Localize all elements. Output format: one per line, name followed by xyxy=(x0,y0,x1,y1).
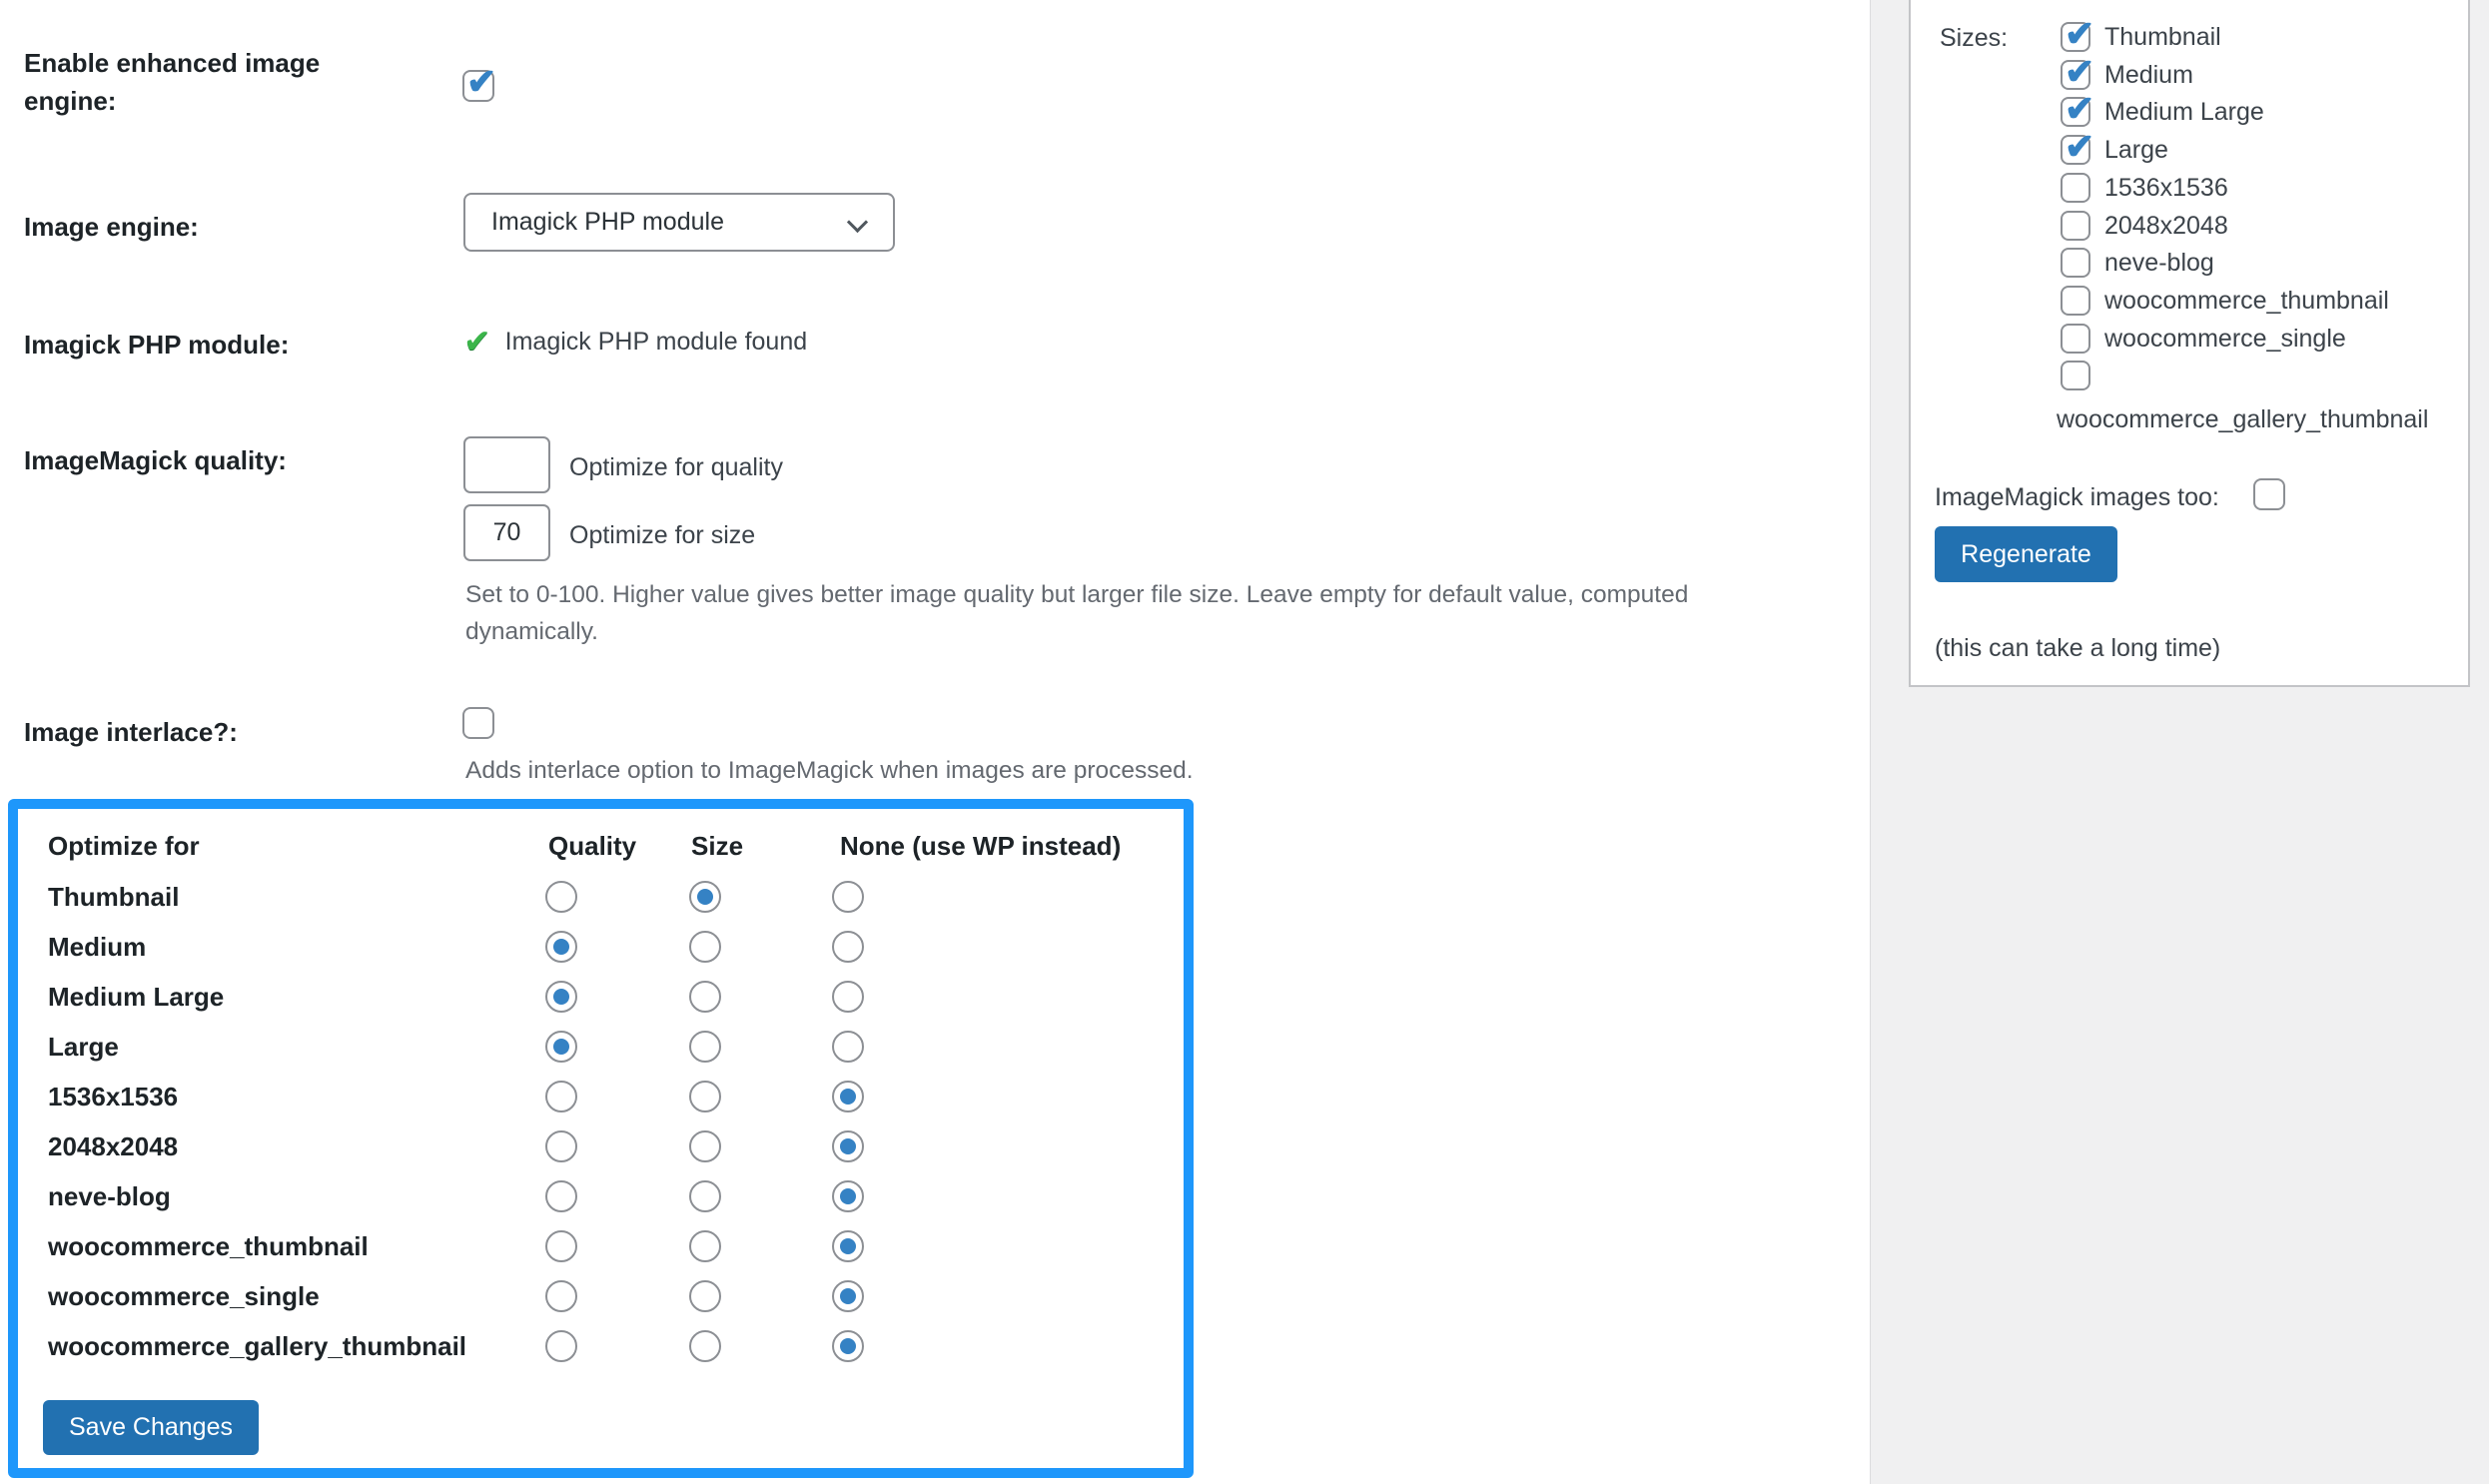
size-checkbox-label: Medium xyxy=(2104,60,2193,89)
enable-engine-label: Enable enhanced image engine: xyxy=(24,48,321,116)
optimize-row-label: woocommerce_thumbnail xyxy=(48,1231,369,1261)
size-checkbox[interactable] xyxy=(2061,173,2090,203)
enable-engine-checkbox[interactable] xyxy=(462,70,494,102)
size-checkbox-label: 1536x1536 xyxy=(2104,173,2228,202)
interlace-checkbox[interactable] xyxy=(462,707,494,739)
optimize-radio-quality[interactable] xyxy=(545,1230,577,1262)
chevron-down-icon xyxy=(847,212,868,233)
optimize-radio-size[interactable] xyxy=(689,1230,721,1262)
optimize-radio-none[interactable] xyxy=(832,1180,864,1212)
imagemagick-images-too-label: ImageMagick images too: xyxy=(1935,483,2219,511)
optimize-radio-quality[interactable] xyxy=(545,981,577,1013)
optimize-radio-size[interactable] xyxy=(689,1280,721,1312)
optimize-quality-text: Optimize for quality xyxy=(569,453,783,481)
optimize-radio-quality[interactable] xyxy=(545,1031,577,1063)
optimize-row-label: Large xyxy=(48,1032,119,1062)
sizes-label: Sizes: xyxy=(1940,24,2009,52)
optimize-row-label: woocommerce_single xyxy=(48,1281,320,1311)
size-checkbox[interactable] xyxy=(2061,60,2090,90)
size-checkbox[interactable] xyxy=(2061,211,2090,241)
optimize-row-label: neve-blog xyxy=(48,1181,171,1211)
size-checkbox[interactable] xyxy=(2061,324,2090,354)
interlace-label: Image interlace?: xyxy=(24,717,238,747)
optimize-row-label: woocommerce_gallery_thumbnail xyxy=(48,1331,467,1361)
image-engine-label: Image engine: xyxy=(24,212,199,242)
regenerate-note: (this can take a long time) xyxy=(1935,634,2221,662)
image-engine-selected-value: Imagick PHP module xyxy=(491,208,724,236)
check-mark-icon: ✔ xyxy=(463,323,491,360)
optimize-radio-none[interactable] xyxy=(832,981,864,1013)
optimize-radio-size[interactable] xyxy=(689,1130,721,1162)
optimize-radio-none[interactable] xyxy=(832,1280,864,1312)
imagick-module-status xyxy=(463,323,808,360)
optimize-radio-size[interactable] xyxy=(689,1081,721,1113)
size-checkbox-label: woocommerce_gallery_thumbnail xyxy=(2057,405,2429,434)
optimize-size-input[interactable] xyxy=(463,504,550,561)
column-header-size: Size xyxy=(691,831,744,861)
optimize-radio-none[interactable] xyxy=(832,931,864,963)
size-checkbox-label: woocommerce_thumbnail xyxy=(2104,286,2389,315)
optimize-radio-quality[interactable] xyxy=(545,1081,577,1113)
optimize-radio-quality[interactable] xyxy=(545,1130,577,1162)
size-checkbox[interactable] xyxy=(2061,286,2090,316)
size-checkbox-label: Thumbnail xyxy=(2104,23,2221,51)
optimize-row-label: Medium Large xyxy=(48,982,225,1012)
regenerate-panel xyxy=(1909,0,2470,687)
interlace-description: Adds interlace option to ImageMagick when images are processed. xyxy=(465,757,1194,784)
optimize-row-label: 2048x2048 xyxy=(48,1131,179,1161)
optimize-radio-none[interactable] xyxy=(832,1031,864,1063)
size-checkbox-label: woocommerce_single xyxy=(2104,324,2346,353)
image-engine-select[interactable] xyxy=(463,193,895,252)
optimize-row-label: Medium xyxy=(48,932,147,962)
size-checkbox[interactable] xyxy=(2061,97,2090,127)
save-changes-button[interactable]: Save Changes xyxy=(43,1400,259,1455)
optimize-radio-quality[interactable] xyxy=(545,931,577,963)
size-checkbox[interactable] xyxy=(2061,248,2090,278)
size-checkbox[interactable] xyxy=(2061,22,2090,52)
optimize-radio-quality[interactable] xyxy=(545,881,577,913)
regenerate-button[interactable]: Regenerate xyxy=(1935,526,2117,582)
optimize-table-title: Optimize for xyxy=(48,831,200,861)
optimize-radio-none[interactable] xyxy=(832,1330,864,1362)
optimize-radio-none[interactable] xyxy=(832,881,864,913)
optimize-radio-size[interactable] xyxy=(689,931,721,963)
optimize-radio-size[interactable] xyxy=(689,881,721,913)
optimize-row-label: Thumbnail xyxy=(48,882,180,912)
size-checkbox-label: Large xyxy=(2104,136,2168,165)
imagemagick-images-too-checkbox[interactable] xyxy=(2253,478,2285,510)
highlight-annotation-box xyxy=(8,799,1194,1478)
quality-description: Set to 0-100. Higher value gives better image quality but larger file size. Leave empty for default value, computed dynamically. xyxy=(465,581,1689,645)
optimize-radio-none[interactable] xyxy=(832,1130,864,1162)
imagick-module-status-text: Imagick PHP module found xyxy=(504,328,808,356)
column-header-quality: Quality xyxy=(548,831,637,861)
optimize-radio-quality[interactable] xyxy=(545,1330,577,1362)
imagick-module-label: Imagick PHP module: xyxy=(24,330,290,360)
optimize-size-text: Optimize for size xyxy=(569,521,756,549)
optimize-radio-quality[interactable] xyxy=(545,1280,577,1312)
optimize-radio-none[interactable] xyxy=(832,1230,864,1262)
optimize-quality-input[interactable] xyxy=(463,436,550,493)
size-checkbox[interactable] xyxy=(2061,361,2090,390)
optimize-radio-quality[interactable] xyxy=(545,1180,577,1212)
size-checkbox-label: Medium Large xyxy=(2104,98,2264,127)
optimize-radio-size[interactable] xyxy=(689,1031,721,1063)
optimize-radio-size[interactable] xyxy=(689,981,721,1013)
column-header-none: None (use WP instead) xyxy=(840,831,1122,861)
optimize-radio-size[interactable] xyxy=(689,1330,721,1362)
size-checkbox[interactable] xyxy=(2061,135,2090,165)
size-checkbox-label: 2048x2048 xyxy=(2104,211,2228,240)
optimize-radio-none[interactable] xyxy=(832,1081,864,1113)
size-checkbox-label: neve-blog xyxy=(2104,249,2214,278)
quality-label: ImageMagick quality: xyxy=(24,445,287,475)
optimize-radio-size[interactable] xyxy=(689,1180,721,1212)
optimize-row-label: 1536x1536 xyxy=(48,1082,179,1112)
